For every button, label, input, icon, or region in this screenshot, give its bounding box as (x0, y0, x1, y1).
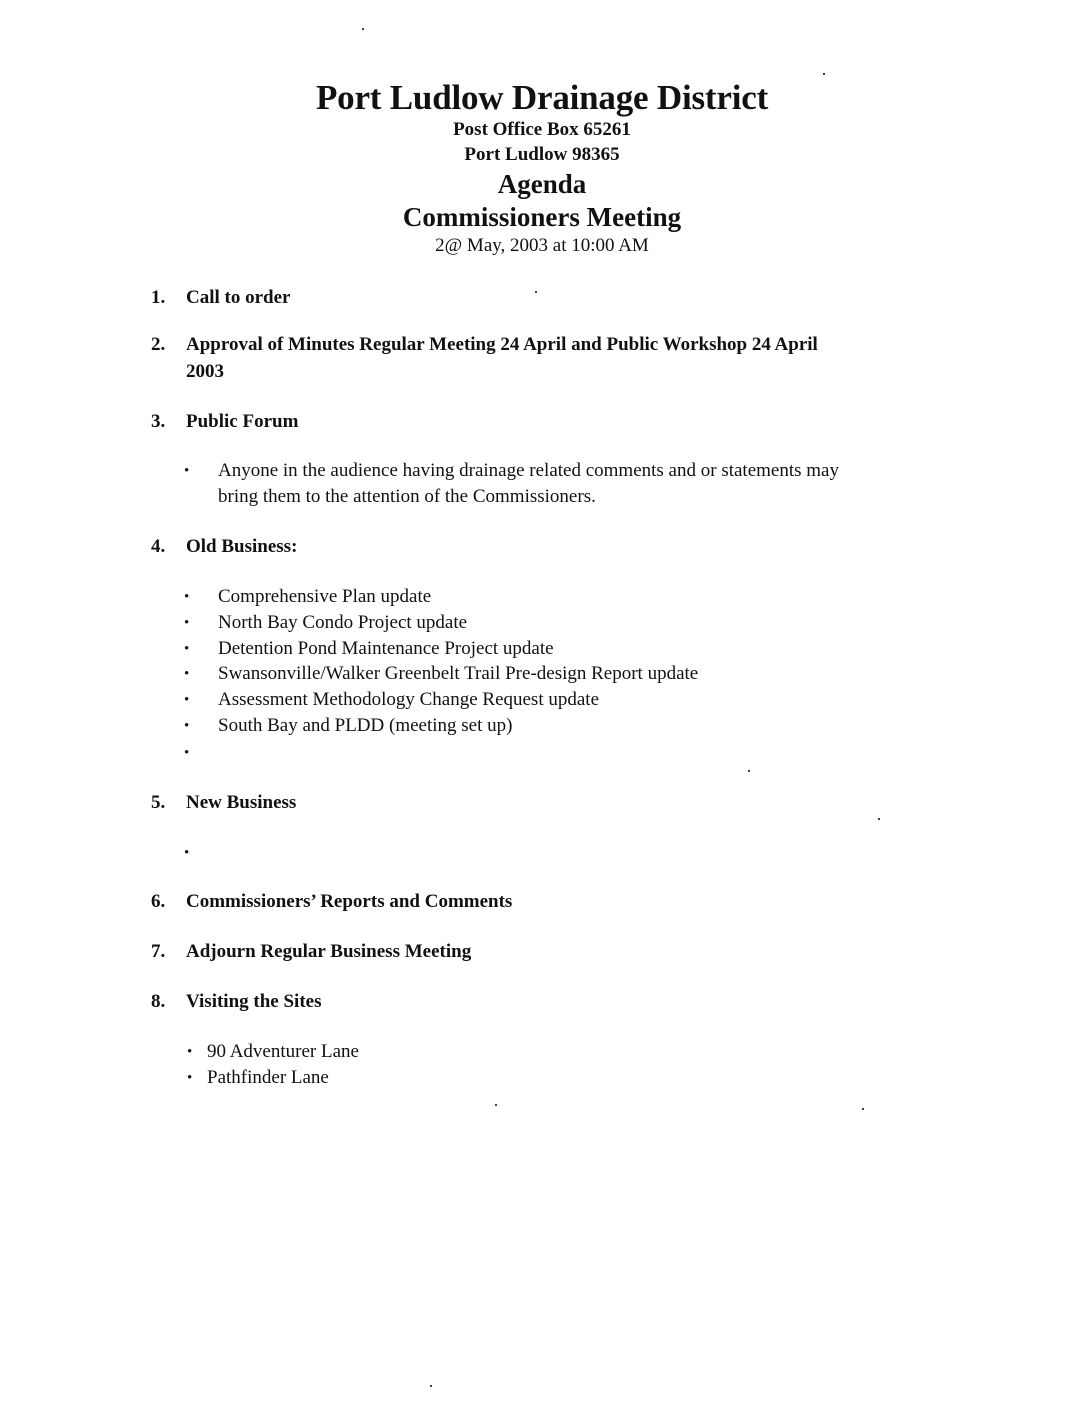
item-number: 2. (151, 334, 166, 355)
bullet-icon: • (184, 692, 190, 708)
bullet-icon: • (184, 845, 190, 861)
item-title: New Business (186, 792, 297, 813)
scan-speck (748, 770, 750, 772)
item-title: Adjourn Regular Business Meeting (186, 941, 472, 962)
item-title: Commissioners’ Reports and Comments (186, 891, 513, 912)
organization-title: Port Ludlow Drainage District (315, 78, 769, 117)
scan-speck (535, 291, 537, 293)
bullet-icon: • (187, 1070, 193, 1086)
scan-speck (862, 1108, 864, 1110)
item-title: Old Business: (186, 536, 298, 557)
bullet-icon: • (184, 718, 190, 734)
item-number: 6. (151, 891, 166, 912)
bullet-icon: • (184, 615, 190, 631)
document-type: Agenda (497, 169, 587, 199)
item-title: Public Forum (186, 411, 299, 432)
bullet-text: Assessment Methodology Change Request update (218, 689, 600, 710)
item-number: 5. (151, 792, 166, 813)
item-title: Call to order (186, 287, 291, 308)
scan-speck (430, 1385, 432, 1387)
meeting-title: Commissioners Meeting (402, 202, 682, 232)
item-number: 1. (151, 287, 166, 308)
bullet-icon: • (184, 463, 190, 479)
address-line-1: Post Office Box 65261 (453, 119, 631, 140)
bullet-text: bring them to the attention of the Commissioners. (218, 486, 596, 507)
bullet-text: Comprehensive Plan update (218, 586, 432, 607)
item-number: 3. (151, 411, 166, 432)
item-title-continuation: 2003 (186, 361, 224, 382)
address-line-2: Port Ludlow 98365 (464, 144, 620, 165)
bullet-text: Detention Pond Maintenance Project update (218, 638, 554, 659)
scan-speck (495, 1104, 497, 1106)
bullet-text: Pathfinder Lane (207, 1067, 329, 1088)
bullet-icon: • (184, 589, 190, 605)
bullet-text: South Bay and PLDD (meeting set up) (218, 715, 513, 736)
item-title: Visiting the Sites (186, 991, 322, 1012)
bullet-text: 90 Adventurer Lane (207, 1041, 359, 1062)
item-number: 4. (151, 536, 166, 557)
item-number: 7. (151, 941, 166, 962)
item-number: 8. (151, 991, 166, 1012)
bullet-icon: • (184, 745, 190, 761)
scan-speck (362, 28, 364, 30)
meeting-date: 2@ May, 2003 at 10:00 AM (435, 235, 649, 256)
bullet-text: Swansonville/Walker Greenbelt Trail Pre-design Report update (218, 663, 699, 684)
scan-speck (878, 818, 880, 820)
bullet-icon: • (184, 666, 190, 682)
item-title: Approval of Minutes Regular Meeting 24 April and Public Workshop 24 April (186, 334, 818, 355)
scan-speck (823, 73, 825, 75)
bullet-icon: • (187, 1044, 193, 1060)
bullet-text: North Bay Condo Project update (218, 612, 468, 633)
bullet-icon: • (184, 641, 190, 657)
bullet-text: Anyone in the audience having drainage related comments and or statements may (218, 460, 839, 481)
